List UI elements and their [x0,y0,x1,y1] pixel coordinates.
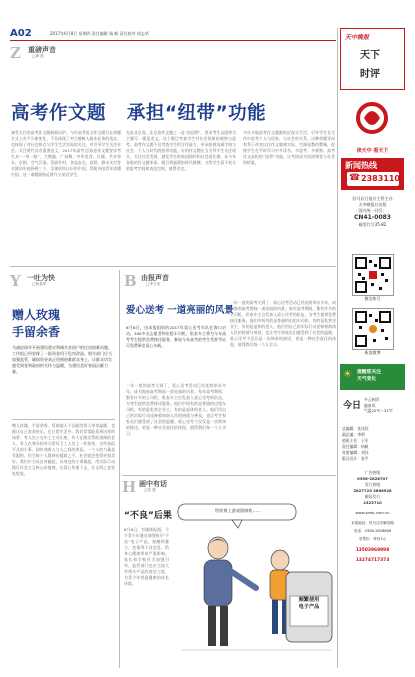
article-text-1b: 先说北京卷。北京卷作文题之一是“说纽带”，要求考生以纽带为主题写一篇论述文，这个题目考查学生对社会现象的观察与思考。高考作文题不仅考查学生的写作能力，更承担着沟通学校与社会、个人与时代的纽带功能。好的作文题应当引导学生关注现实、关注社会发展，激发学生的家国情怀和社会责任感。从今年各地的作文题来看，题目普遍紧扣时代脉搏，又给学生留下充分的思考空间和表达空间，值得肯定。 [126,130,236,171]
section-label: 由报声音 [141,274,169,282]
article-text-1c: 今年多地高考作文题都贴近现实生活，引导学生在写作中思考个人与国家、与社会的关系。这种命题导向有利于改变以往作文脱离实际、空洞说教的弊端，促使学生在平时学习中多读书、多思考、多观察。高考作文承担的“纽带”功能，让考试成为连接课堂与社会的桥梁。 [243,130,335,165]
cn-number: CN41-0083 [354,214,391,221]
lead-text-3: 6月6日，由本报组织的2017年爱心送考车队在海口启动，200多名志愿者和出租车司机、私家车主将为今年高考考生提供免费接送服务，参加今年高考的考生凭准考证可免费乘坐爱心车辆。 [126,325,226,348]
contact-label: 邮局发行 [364,494,381,499]
sun-icon: ☀ [343,369,352,380]
post-code: 邮发代号35-82 [358,222,387,227]
staff-row: 总编辑：张凤钦 [342,426,369,431]
weather-banner [340,364,405,390]
price: 零售价：每份1元 [358,537,387,541]
publisher-owner: 驻马店日报社主管主办 [352,196,393,201]
cartoon-drawing [172,502,336,667]
section-label: 画中有话 [139,480,167,488]
weather-notice: 提醒您关注 天气变化 [357,370,381,382]
h-mark-icon: H [122,478,137,496]
column-label-2 [10,272,100,288]
article-text-3b: 一年一度的高考又到了，爱心送考活动已经连续举办多年，成为海南高考期间一道亮丽的风景。每年高考期间，都有许多的士司机、私家车主自发加入爱心送考的队伍，为考生提供免费接送服务。他们中间有的是普通的出租车司机，有的是私营企业主，有的是退休的老人。他们用自己的实际行动诠释着海南人民的热情与善良，也让考生和家长们感受到了社会的温暖。爱心送考不仅仅是一次简单的接送，更是一种社会责任的体现，值得我们每一个人学习。 [230,300,336,347]
headline-1: 高考作文题 承担“纽带”功能 [11,103,267,124]
section-label: 重磅声音 [28,46,56,54]
lead-text-2: 为减轻保亭开展建设重灾和城乡贫困户的住房困难问题，工作组已经安排了一批资金用于危房改造。相关部门应当加强监管，确保资金真正用到困难群众身上，让群众切实感受到党和政府的关怀与温暖，为建设美好家园贡献力量。 [12,345,112,374]
sidebar-emblem [340,92,405,150]
cartoon-title: “不良”后果 [124,511,172,521]
weather-date: 今日 [343,401,362,411]
byline: □杨春华 [32,282,47,286]
phone-icon: ☎ [349,173,361,183]
address-phone: 电话：0396-2828666 [353,529,392,533]
newspaper-logo: 天中晚报 [345,34,370,41]
staff-row: 责任编辑：杨帆 [342,444,369,449]
qr-code-icon [353,309,393,349]
hotline-number-box [347,172,399,186]
weather-details [364,397,404,414]
speech-bubble-text: 给你换上游戏限制机…… [214,508,262,513]
section-title-line1: 天下 [360,50,380,61]
weather-wind: 偏南风 [364,402,376,408]
staff-row: 值班主任：王军 [342,438,369,443]
section-title-line2: 时评 [360,69,380,80]
sidebar-logo-box [340,28,405,90]
page-number: A02 [10,28,32,39]
byline: □张 建 [144,488,156,492]
divider [119,270,120,668]
column-label-1 [10,44,100,60]
hotline-label: 新闻热线 [345,161,377,170]
qr-code-icon [353,255,393,295]
contact-number[interactable]: 2323710 [363,500,382,505]
phone-1[interactable]: 13503969998 [355,548,390,553]
contacts [340,470,405,506]
weather-temp: 气温22℃~31℃ [364,408,393,414]
b-mark-icon: B [124,272,137,290]
qr-label-wechat: 微信账号 [364,296,381,301]
contact-number[interactable]: 2827720 3666928 [353,488,392,493]
staff-row: 副总编：李明 [342,432,365,437]
article-text-2: 赠人玫瑰，手留余香。帮助他人不仅能给别人带来温暖，也能让自己收获快乐。在日常生活中，我们常常能看到这样的场景：有人在公交车上主动让座，有人在路边帮助迷路的老人，有人在寒冷的冬天给环卫工人送上一杯热茶。这些看似平凡的小事，却传递着人与人之间的善意。一个人的力量是有限的，但当每个人都伸出援助之手，社会就会变得更加美好。我们应当从自身做起，从身边的小事做起，用实际行动践行社会主义核心价值观，让爱心传递下去，让文明之花处处绽放。 [12,423,115,476]
z-mark-icon: Z [10,44,21,62]
qr-label-weibo: 新浪微博 [364,350,381,355]
masthead [10,28,335,38]
byline: □李文来 [146,282,161,286]
masthead-meta: 2017年6月8日 星期四 责任编辑 杨 帆 责任校对 胡志华 [50,31,149,36]
contact-label: 发行热线 [364,482,381,487]
sidebar-divider [337,28,338,668]
contact-label: 广告热线 [364,470,381,475]
y-mark-icon: Y [10,272,21,290]
headline-2: 赠人玫瑰 手留余香 [12,308,61,339]
column-label-4 [122,478,212,494]
hotline-box [341,158,404,190]
publication-info [340,196,405,228]
section-label: 一吐为快 [27,274,55,282]
article-text-3a: 一年一度的高考又到了，爱心送考活动已经连续举办多年，成为海南高考期间一道亮丽的风景。每年高考期间，都有许多的士司机、私家车主自发加入爱心送考的队伍，为考生提供免费接送服务。他们中间有的是普通的出租车司机，有的是私营企业主，有的是退休的老人。他们用自己的实际行动诠释着海南人民的热情与善良，也让考生和家长们感受到了社会的温暖。爱心送考不仅仅是一次简单的接送，更是一种社会责任的体现，值得我们每一个人学习。 [126,383,226,436]
divider [12,419,115,420]
divider [122,475,336,476]
emblem-icon [340,92,405,150]
byline: □龚 凯 [32,54,44,58]
publisher: 天中晚报社出版 [358,202,387,207]
staff-row: 首席编辑：刘洋 [342,450,369,455]
weather-box [340,394,405,424]
cartoon [172,502,336,667]
backpack-label: 频繁使用 电子产品 [298,597,320,610]
qr-code-weibo[interactable] [352,308,394,350]
article-text-4: 6月6日，有媒体报道，不少青少年通过网络购买“不良”电子产品，接触到暴力、色情等不良信息，给身心健康带来严重影响。家长和学校应当加强引导，监管部门也应当加大对相关产品的查处力度，为青少年营造健康的成长环境。 [124,527,169,586]
staff-row: 版式设计：张平 [342,456,369,461]
headline-3: 爱心送考 一道亮丽的风景 [126,305,234,316]
sidebar [340,28,405,668]
sidebar-slogan: 读天中 看天下 [356,148,389,154]
hotline-number[interactable]: 2383110 [361,174,400,183]
address: 本报地址：驻马店市解放路 [350,521,395,525]
weather-condition: 多云转阴 [364,397,380,402]
website[interactable]: www.tzwb.com.cn [355,510,390,515]
staff-list [342,426,404,462]
cn-code-label: 国内统一刊号： [358,208,387,213]
qr-code-wechat[interactable] [352,254,394,296]
article-text-1a: 备受关注的高考作文题新鲜出炉。今年高考语文作文题目在命题方式上有不少新变化，不仅体现了对立德树人根本任务的落实，也体现了对社会热点与学生生活实际的关注，对引导学生关注社会、关注时代具有重要意义。2017年高考全国Ⅰ卷作文题要求考生从“一带一路”、大熊猫、广场舞、中华美食、长城、共享单车、京剧、空气污染、美丽乡村、食品安全、高铁、移动支付等关键词中选择两三个，呈现你所认识的中国，帮助外国青年读懂中国。这一命题既贴近时代又贴近学生。 [11,130,121,177]
masthead-rule [10,40,336,41]
divider [10,266,336,267]
column-label-3 [124,272,234,288]
phone-2[interactable]: 13274717373 [355,558,390,563]
contact-number[interactable]: 0396-2828707 [357,476,388,481]
